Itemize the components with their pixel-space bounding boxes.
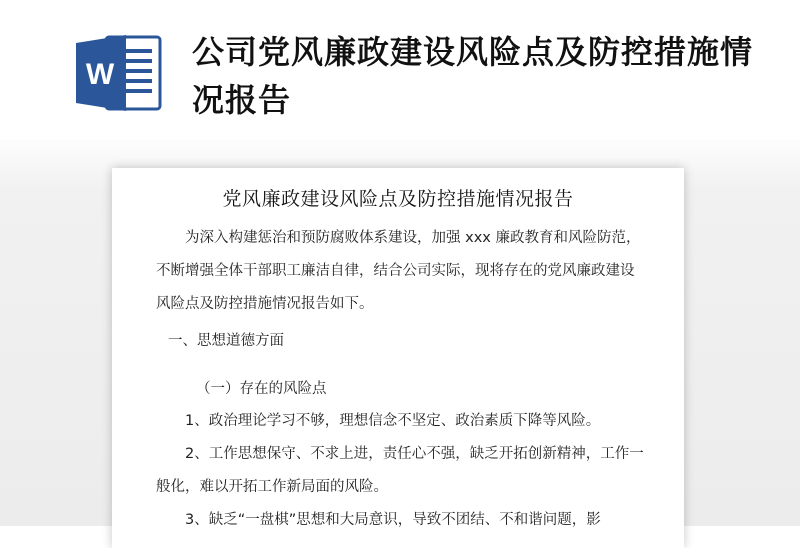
intro-paragraph: 为深入构建惩治和预防腐败体系建设，加强 xxx 廉政教育和风险防范，不断增强全体干部职工廉洁自律，结合公司实际，现将存在的党风廉政建设风险点及防控措施情况报告如下。 [156, 230, 641, 312]
header [0, 0, 800, 140]
section-heading: 一、思想道德方面 [168, 333, 284, 349]
word-document-icon [76, 33, 162, 113]
word-icon-letter: W [85, 58, 115, 91]
document-page [112, 168, 684, 548]
list-item: 3、缺乏“一盘棋”思想和大局意识，导致不团结、不和谐问题，影 [185, 512, 601, 528]
list-item: 2、工作思想保守、不求上进，责任心不强，缺乏开拓创新精神，工作一般化，难以开拓工作新局面的风险。 [156, 446, 644, 495]
page-title: 公司党风廉政建设风险点及防控措施情况报告 [192, 33, 754, 119]
list-item: 1、政治理论学习不够，理想信念不坚定、政治素质下降等风险。 [185, 413, 601, 429]
subsection-heading: （一）存在的风险点 [196, 381, 327, 397]
document-title: 党风廉政建设风险点及防控措施情况报告 [222, 188, 574, 210]
